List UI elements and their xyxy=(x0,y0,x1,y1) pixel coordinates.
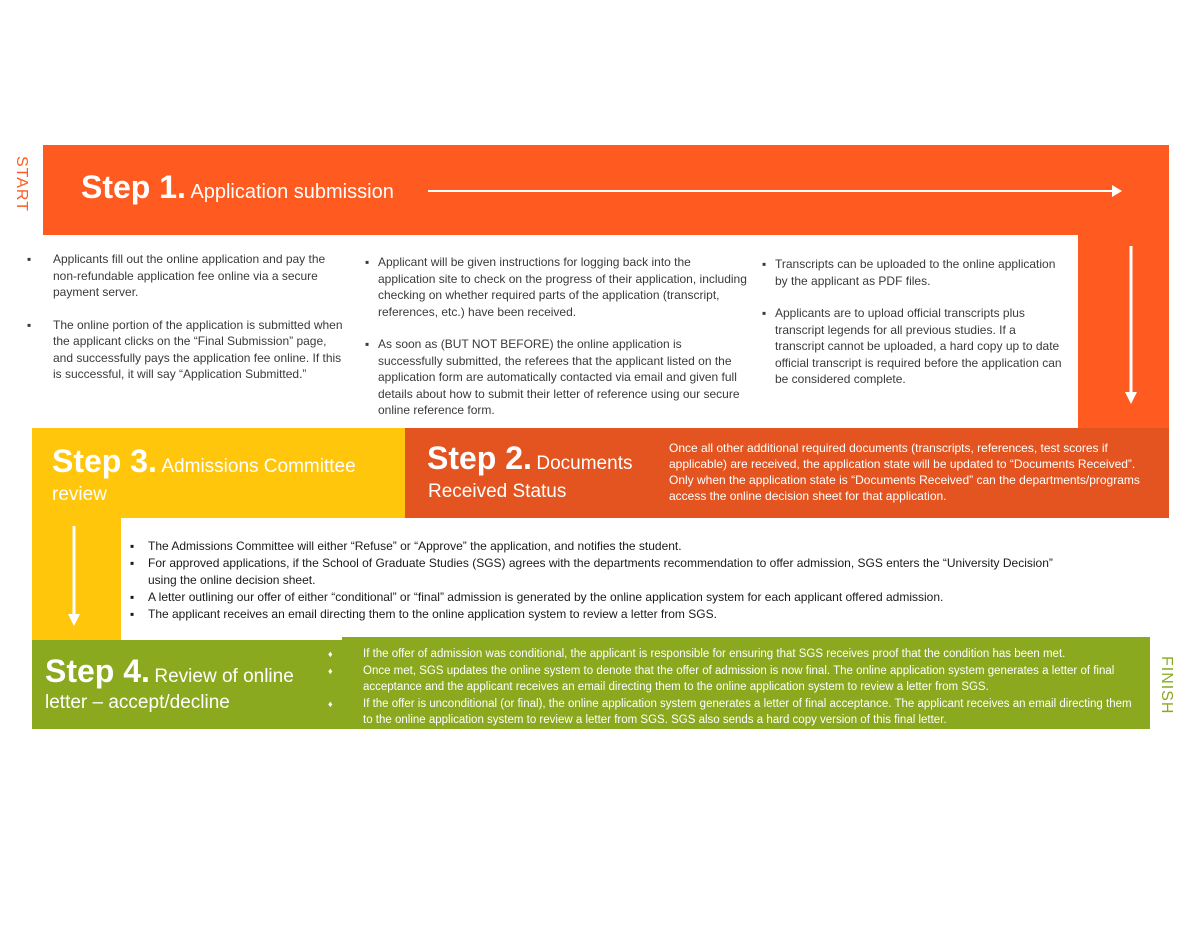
list-item: ▪ Applicants are to upload official transcripts plus transcript legends for all previous studies. If a transcript cannot be uploaded, a hard copy up to date official transcript is required before the application can be considered complete. xyxy=(762,305,1062,388)
step1-col3 xyxy=(762,256,1062,404)
step1-arrow-down xyxy=(1122,246,1140,406)
step3-heading-line1: Admissions Committee xyxy=(161,456,356,477)
start-label: START xyxy=(13,156,30,212)
step1-heading: Application submission xyxy=(190,181,394,203)
list-item: ▪ The applicant receives an email directing them to the online application system to review a letter from SGS. xyxy=(130,606,1060,623)
list-item: ▪ For approved applications, if the School of Graduate Studies (SGS) agrees with the departments recommendation to offer admission, SGS enters the “University Decision” using the online decision sheet. xyxy=(130,555,1060,589)
step1-number: Step 1. xyxy=(81,169,186,205)
step2-description: Once all other additional required documents (transcripts, references, test scores if applicable) are received, the application state will be updated to “Documents Received”. Only when the application state is “Documents Received” can the departments/programs access the online decision sheet for that application. xyxy=(669,441,1140,503)
step1-arrow-right xyxy=(428,182,1124,200)
step4-heading-line2: letter – accept/decline xyxy=(45,692,230,713)
step2-number: Step 2. xyxy=(427,440,532,476)
finish-label: FINISH xyxy=(1158,656,1175,715)
step2-heading-line1: Documents xyxy=(536,453,633,474)
step3-heading-line2: review xyxy=(52,484,107,505)
step3-number: Step 3. xyxy=(52,443,157,479)
step4-number: Step 4. xyxy=(45,653,150,689)
step3-title xyxy=(52,445,356,477)
step4-title xyxy=(45,655,294,687)
step1-col2 xyxy=(365,254,748,419)
list-item: ♦ If the offer is unconditional (or final), the online application system generates a letter of final acceptance. The applicant receives an email directing them to the online application system to review a letter from SGS. SGS also sends a hard copy version of this final letter. xyxy=(328,696,1143,729)
step3-arrow-down xyxy=(65,526,83,628)
list-item: ▪ A letter outlining our offer of either “conditional” or “final” admission is generated by the online application system for each applicant offered admission. xyxy=(130,589,1060,606)
step4-bullets xyxy=(328,646,1143,729)
step4-heading-line1: Review of online xyxy=(154,666,294,687)
step3-bullets xyxy=(130,538,1060,623)
list-item: ♦ Once met, SGS updates the online system to denote that the offer of admission is now final. The online application system generates a letter of final acceptance and the applicant receives an email directing them to the online application system to review a letter from SGS. xyxy=(328,663,1143,696)
step1-title xyxy=(81,171,394,203)
list-item: ▪ Applicants fill out the online application and pay the non-refundable application fee online via a secure payment server. xyxy=(27,251,347,301)
list-item: ▪ Transcripts can be uploaded to the online application by the applicant as PDF files. xyxy=(762,256,1062,289)
step2-heading-line2: Received Status xyxy=(428,481,567,502)
list-item: ♦ If the offer of admission was conditional, the applicant is responsible for ensuring that SGS receives proof that the condition has been met. xyxy=(328,646,1143,663)
step1-col1 xyxy=(27,251,347,399)
list-item: ▪ As soon as (BUT NOT BEFORE) the online application is successfully submitted, the referees that the applicant listed on the application form are automatically contacted via email and given full details about how to submit their letter of reference using our secure online reference form. xyxy=(365,336,748,419)
step2-title xyxy=(427,442,632,474)
list-item: ▪ Applicant will be given instructions for logging back into the application site to check on the progress of their application, including checking on whether required parts of the application (transcript, references, etc.) have been received. xyxy=(365,254,748,320)
list-item: ▪ The online portion of the application is submitted when the applicant clicks on the “Final Submission” page, and successfully pays the application fee online. If this is successful, it will say “Application Submitted.” xyxy=(27,317,347,383)
list-item: ▪ The Admissions Committee will either “Refuse” or “Approve” the application, and notifies the student. xyxy=(130,538,1060,555)
